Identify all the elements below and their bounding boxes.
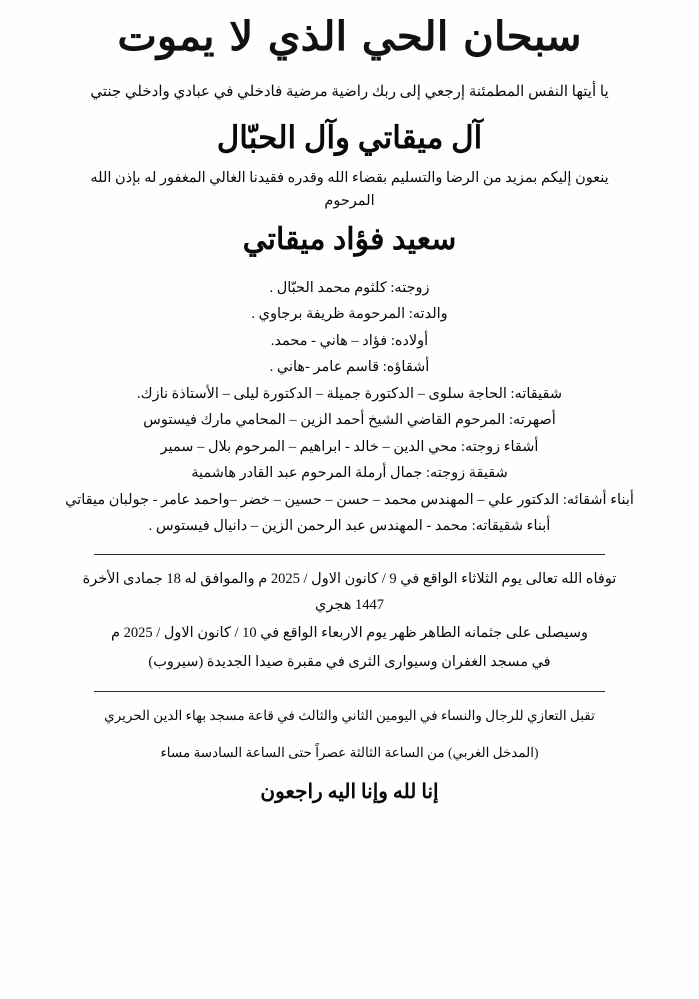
announcement-text: ينعون إليكم بمزيد من الرضا والتسليم بقضاء الله وقدره فقيدنا الغالي المغفور له بإذن الله [90,170,609,186]
relation-label: شقيقة زوجته: [425,465,508,482]
relation-label: أبناء شقيقاته: [471,518,551,534]
relation-value: الحاجة سلوى – الدكتورة جميلة – الدكتورة ليلى – الأستاذة نازك. [137,385,507,402]
relation-row [52,356,647,379]
relation-row [52,515,647,538]
relation-label: والدته: [408,306,448,323]
closing-phrase: إنا لله وإنا اليه راجعون [260,780,439,803]
relation-row [52,330,647,353]
relation-label: أصهرته: [508,412,556,429]
relation-label: أشقاؤه: [382,359,430,376]
relation-value: المرحومة ظريفة برجاوي . [251,306,406,323]
divider-bottom [94,691,605,692]
calligraphy-text: سبحان الحي الذي لا يموت [117,13,582,60]
relation-row [52,277,647,300]
quran-verse: يا أيتها النفس المطمئنة إرجعي إلى ربك راضية مرضية فادخلي في عبادي وادخلي جنتي [90,84,609,100]
relations-list [52,277,647,539]
relation-value: المرحوم القاضي الشيخ أحمد الزين – المحامي مارك فيستوس [143,412,506,429]
relation-row [52,462,647,485]
relation-row [52,436,647,459]
relation-label: شقيقاته: [510,385,562,402]
relation-row [52,489,647,512]
relation-row [52,303,647,326]
condolence-line: تقبل التعازي للرجال والنساء في اليومين الثاني والثالث في قاعة مسجد بهاء الدين الحريري [104,708,595,724]
relation-row [52,409,647,432]
relation-value: محمد - المهندس عبد الرحمن الزين – دانيال فيستوس . [148,518,468,534]
death-notice-line: توفاه الله تعالى يوم الثلاثاء الواقع في 9 / كانون الاول / 2025 م والموافق له 18 جمادى الأخرة 1447 هجري [82,571,617,613]
relation-value: قاسم عامر -هاني . [269,359,380,376]
relation-value: كلثوم محمد الحبّال . [269,279,387,296]
family-names: آل ميقاتي وآل الحبّال [216,120,483,155]
death-notice-line: في مسجد الغفران وسيوارى الثرى في مقبرة صيدا الجديدة (سيروب) [148,653,551,670]
calligraphy-header [18,13,681,60]
relation-value: جمال أرملة المرحوم عبد القادر هاشمية [191,465,423,482]
almarhum-label: المرحوم [324,192,375,209]
death-notice-line: وسيصلى على جثمانه الطاهر ظهر يوم الاربعاء الواقع في 10 / كانون الاول / 2025 م [110,625,589,642]
condolence-info [34,705,665,764]
relation-value: الدكتور علي – المهندس محمد – حسن – حسين – خضر –واحمد عامر - جولبان ميقاتي [65,491,560,508]
condolence-line: (المدخل الغربي) من الساعة الثالثة عصراً حتى الساعة السادسة مساء [160,744,539,760]
relation-row [52,383,647,406]
relation-label: أشقاء زوجته: [460,438,539,455]
deceased-name: سعيد فؤاد ميقاتي [242,222,457,256]
relation-value: فؤاد – هاني - محمد. [270,332,388,349]
divider-top [94,554,605,555]
relation-label: زوجته: [390,279,430,296]
relation-value: محي الدين – خالد - ابراهيم – المرحوم بلال – سمير [160,438,458,455]
relation-label: أولاده: [390,332,429,349]
death-notice [34,567,665,675]
relation-label: أبناء أشقائه: [562,491,634,508]
